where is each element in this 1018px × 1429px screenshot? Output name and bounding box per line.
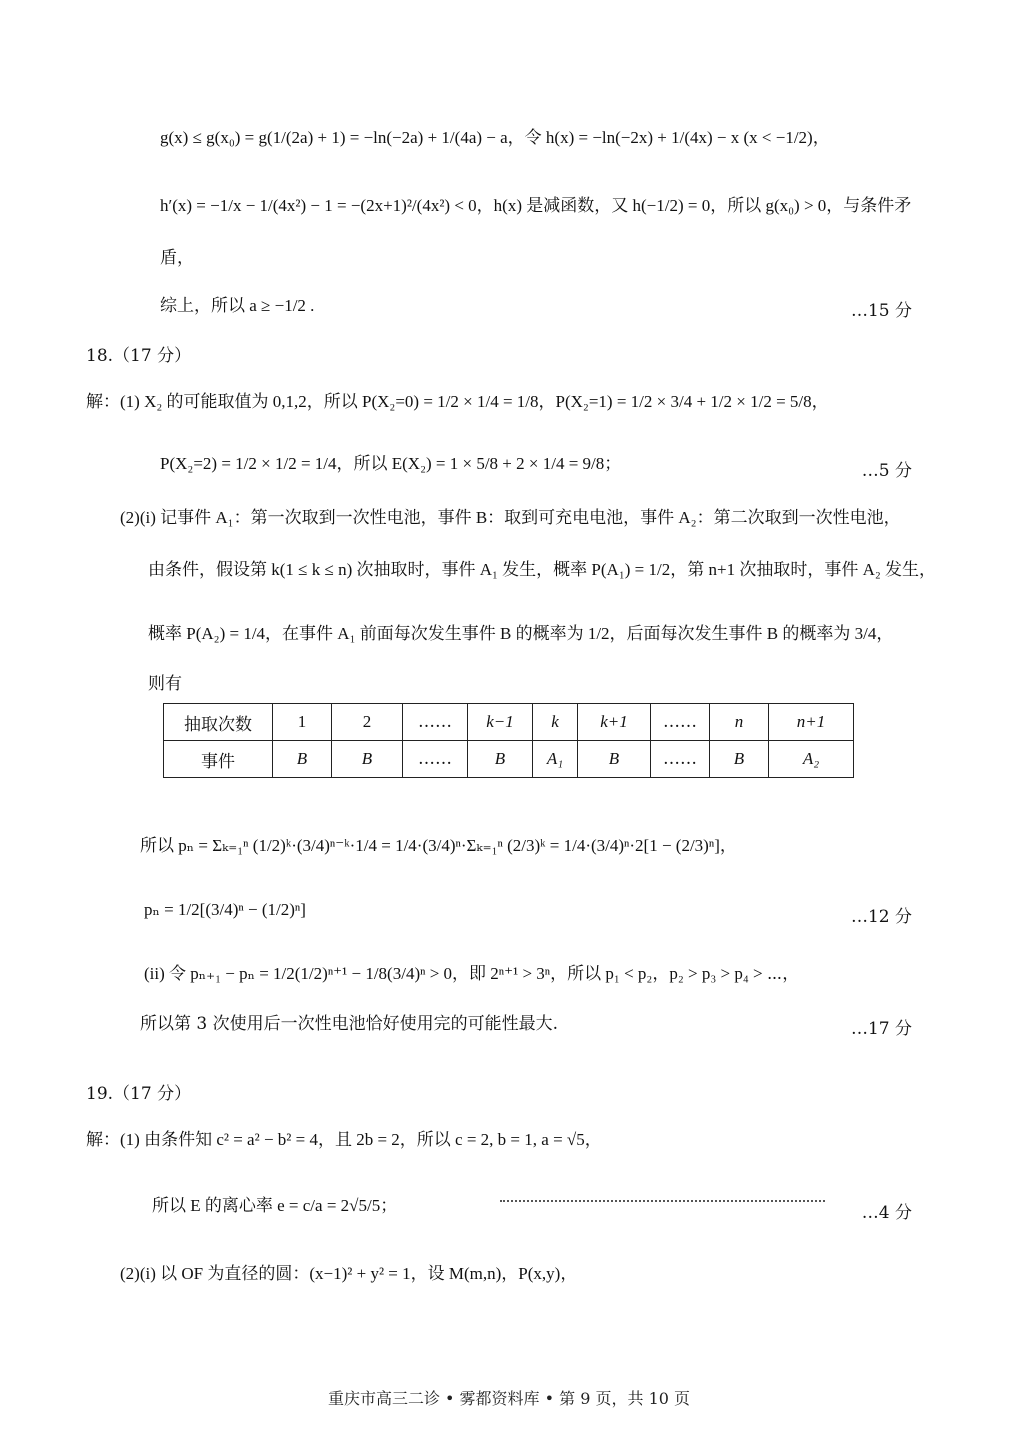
q18-heading: 18.（17 分）: [86, 346, 192, 366]
score-4: …4 分: [861, 1203, 912, 1223]
q19-part1-line2: 所以 E 的离心率 e = c/a = 2√5/5；: [152, 1196, 398, 1215]
table-cell: B: [468, 741, 533, 778]
table-cell: ……: [651, 704, 710, 741]
q18-part1-line2: P(X₂=2) = 1/2 × 1/2 = 1/4，所以 E(X₂) = 1 × 5/8 + 2 × 1/4 = 9/8；: [160, 454, 622, 473]
table-cell: B: [273, 741, 332, 778]
prev-line-1: g(x) ≤ g(x₀) = g(1/(2a) + 1) = −ln(−2a) + 1/(4a) − a，令 h(x) = −ln(−2x) + 1/(4x) − x (x < −1/2)，: [160, 128, 830, 147]
q18-sum-line: 所以 pₙ = Σₖ₌₁ⁿ (1/2)ᵏ·(3/4)ⁿ⁻ᵏ·1/4 = 1/4·(3/4)ⁿ·Σₖ₌₁ⁿ (2/3)ᵏ = 1/4·(3/4)ⁿ·2[1 − (2/3)ⁿ]，: [140, 836, 737, 855]
page-footer: 重庆市高三二诊 • 雾都资料库 • 第 9 页，共 10 页: [327, 1389, 691, 1408]
table-row: [164, 704, 854, 741]
table-cell: B: [578, 741, 651, 778]
table-cell: A₂: [769, 741, 854, 778]
table-cell: n+1: [769, 704, 854, 741]
table-cell: B: [332, 741, 403, 778]
table-cell: k−1: [468, 704, 533, 741]
table-cell: n: [710, 704, 769, 741]
q18-part2ii-line: (ii) 令 pₙ₊₁ − pₙ = 1/2(1/2)ⁿ⁺¹ − 1/8(3/4)ⁿ > 0，即 2ⁿ⁺¹ > 3ⁿ，所以 p₁ < p₂，p₂ > p₃ > p₄ > ⋯，: [144, 964, 800, 983]
table-cell: k+1: [578, 704, 651, 741]
leader-dots: [500, 1200, 825, 1202]
table-cell: ……: [651, 741, 710, 778]
score-15: …15 分: [850, 301, 912, 321]
q18-part2-line3: 概率 P(A₂) = 1/4，在事件 A₁ 前面每次发生事件 B 的概率为 1/2，后面每次发生事件 B 的概率为 3/4，: [148, 624, 894, 643]
q19-part2-line1: (2)(i) 以 OF 为直径的圆：(x−1)² + y² = 1，设 M(m,n)，P(x,y)，: [120, 1264, 578, 1283]
table-cell: 1: [273, 704, 332, 741]
q18-final-line: 所以第 3 次使用后一次性电池恰好使用完的可能性最大.: [140, 1014, 559, 1034]
score-5: …5 分: [861, 461, 912, 481]
q18-part2-line2: 由条件，假设第 k(1 ≤ k ≤ n) 次抽取时，事件 A₁ 发生，概率 P(A₁) = 1/2，第 n+1 次抽取时，事件 A₂ 发生，: [148, 560, 937, 579]
q19-heading: 19.（17 分）: [86, 1084, 192, 1104]
q18-pn-line: pₙ = 1/2[(3/4)ⁿ − (1/2)ⁿ]: [144, 900, 306, 919]
table-cell: 事件: [164, 741, 273, 778]
q18-part1-line1: 解：(1) X₂ 的可能取值为 0,1,2，所以 P(X₂=0) = 1/2 × 1/4 = 1/8，P(X₂=1) = 1/2 × 3/4 + 1/2 × 1/2 = 5/8，: [86, 392, 829, 411]
table-row: [164, 741, 854, 778]
table-cell: k: [533, 704, 578, 741]
table-cell: ……: [403, 704, 468, 741]
table-cell: 抽取次数: [164, 704, 273, 741]
table-cell: A₁: [533, 741, 578, 778]
q18-part2-line4: 则有: [148, 674, 182, 694]
score-12: …12 分: [850, 907, 912, 927]
draw-event-table: [163, 703, 854, 778]
q19-part1-line1: 解：(1) 由条件知 c² = a² − b² = 4，且 2b = 2，所以 c = 2, b = 1, a = √5，: [86, 1130, 602, 1149]
table-cell: B: [710, 741, 769, 778]
prev-line-2: h′(x) = −1/x − 1/(4x²) − 1 = −(2x+1)²/(4x²) < 0，h(x) 是减函数，又 h(−1/2) = 0，所以 g(x₀) > 0，与条件矛: [160, 196, 912, 215]
table-cell: ……: [403, 741, 468, 778]
prev-line-3: 盾，: [160, 248, 194, 268]
prev-conclusion: 综上，所以 a ≥ −1/2 .: [160, 296, 315, 315]
q18-part2-line1: (2)(i) 记事件 A₁：第一次取到一次性电池，事件 B：取到可充电电池，事件 A₂：第二次取到一次性电池，: [120, 508, 901, 527]
score-17: …17 分: [850, 1019, 912, 1039]
table-cell: 2: [332, 704, 403, 741]
